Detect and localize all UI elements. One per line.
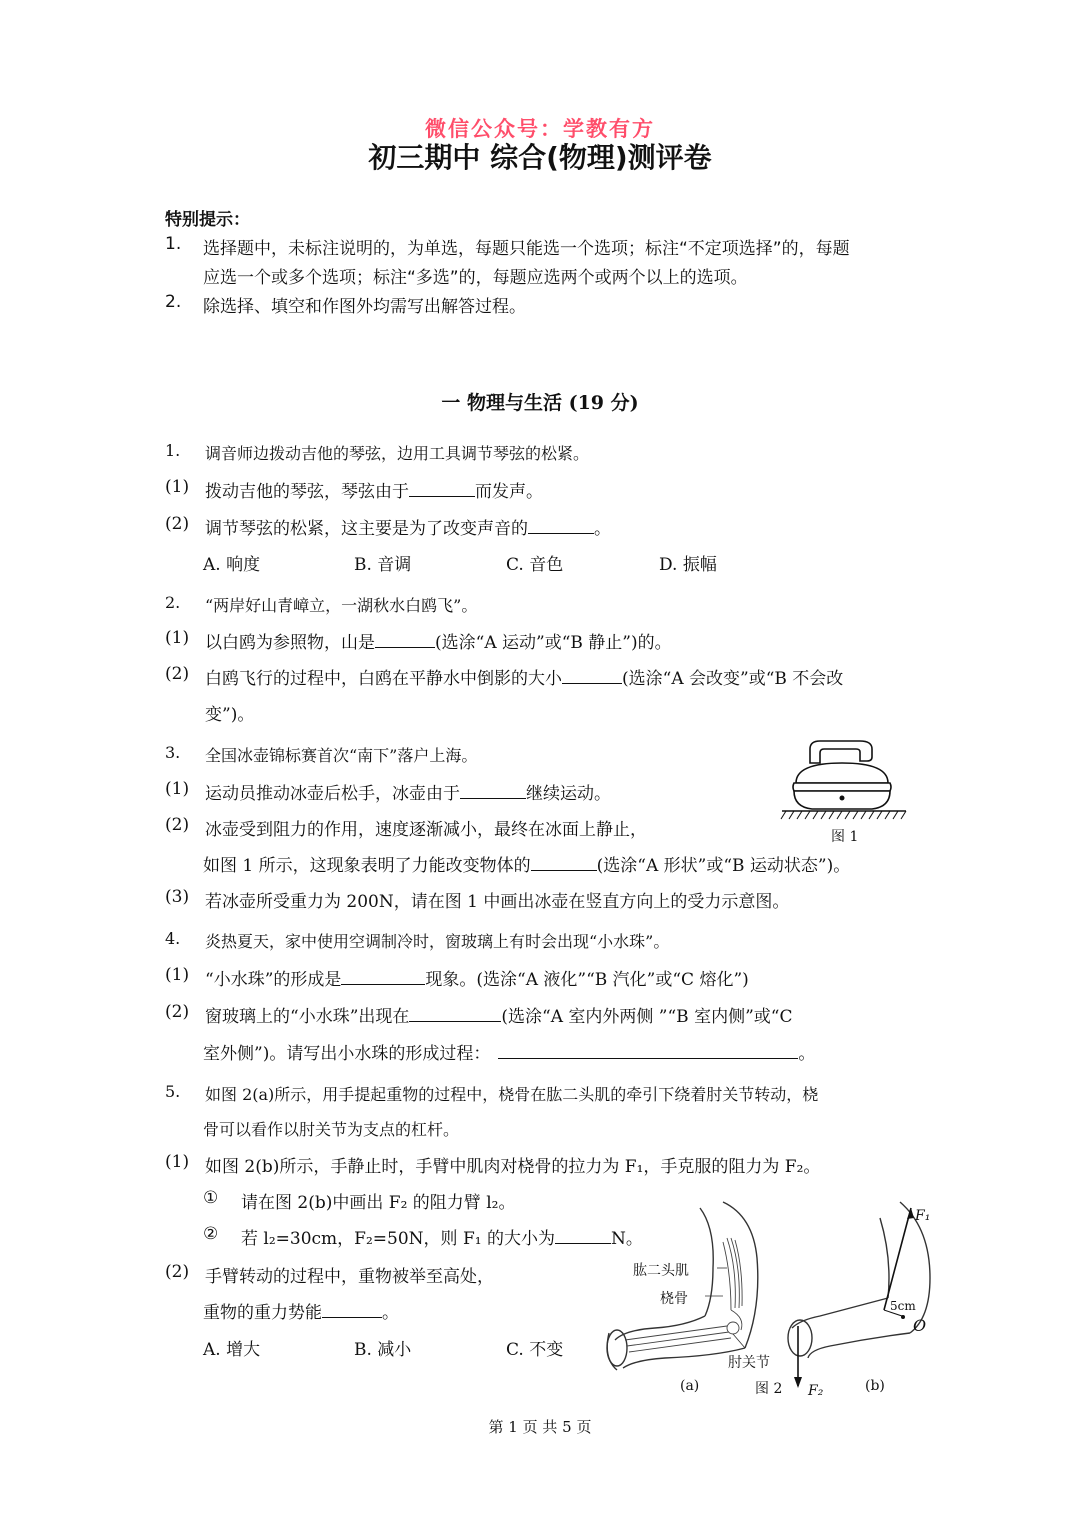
q5-sub2-tail: N。 [610,1229,643,1249]
label-radius: 桡骨 [660,1291,688,1307]
answer-blank[interactable] [409,1004,501,1022]
q3-part1-number: (1) [165,779,190,799]
q5-stem-line2: 骨可以看作以肘关节为支点的杠杆。 [203,1120,460,1139]
answer-blank[interactable] [409,479,475,497]
q3-part3-number: (3) [165,887,190,907]
answer-blank[interactable] [531,853,597,871]
q3-part2-tail: (选涂“A 形状”或“B 运动状态”)。 [596,856,851,876]
q3-part2-line1: 冰壶受到阻力的作用，速度逐渐减小，最终在冰面上静止， [205,820,647,840]
tip-1-number: 1. [165,234,182,254]
answer-blank[interactable] [322,1300,382,1318]
q5-sub1-number: ① [203,1188,219,1208]
q5-sub2 [241,1224,643,1249]
q5-part1-number: (1) [165,1152,190,1172]
q2-part2 [205,664,843,689]
label-subfig-b: (b) [865,1378,885,1394]
tips-heading: 特别提示： [165,210,250,230]
answer-blank[interactable] [375,630,435,648]
q2-part1-text: 以白鸥为参照物，山是 [205,633,375,653]
answer-blank[interactable] [528,516,594,534]
q5-sub1: 请在图 2(b)中画出 F₂ 的阻力臂 l₂。 [241,1193,516,1213]
answer-blank[interactable] [498,1041,798,1059]
q3-part2-text: 如图 1 所示，这现象表明了力能改变物体的 [203,856,531,876]
q1-part1-tail: 而发声。 [475,482,543,502]
q5-part2-text: 重物的重力势能 [203,1303,322,1323]
q1-stem: 调音师边拨动吉他的琴弦，边用工具调节琴弦的松紧。 [205,444,590,463]
q5-number: 5. [165,1082,181,1101]
tip-2-line1: 除选择、填空和作图外均需写出解答过程。 [203,297,526,317]
q3-part2-number: (2) [165,815,190,835]
q4-stem: 炎热夏天，家中使用空调制冷时，窗玻璃上有时会出现“小水珠”。 [205,932,670,951]
answer-blank[interactable] [341,967,425,985]
q5-part1: 如图 2(b)所示，手静止时，手臂中肌肉对桡骨的拉力为 F₁，手克服的阻力为 F₂。 [205,1157,821,1177]
label-biceps: 肱二头肌 [633,1263,689,1279]
q3-part2-line2 [203,851,850,876]
q2-number: 2. [165,593,181,612]
page-title: 初三期中 综合(物理)测评卷 [368,141,712,174]
label-elbow: 肘关节 [728,1355,770,1371]
q2-part1-number: (1) [165,628,190,648]
q2-part2-continued: 变”)。 [205,705,255,725]
tip-2-number: 2. [165,292,182,312]
q3-stem: 全国冰壶锦标赛首次“南下”落户上海。 [205,746,478,765]
q4-part1-text: “小水珠”的形成是 [205,970,342,990]
q1-part2 [205,514,611,539]
answer-blank[interactable] [460,781,526,799]
q4-number: 4. [165,929,181,948]
figure-2-caption: 图 2 [755,1381,783,1397]
q4-part2 [205,1002,792,1027]
curling-stone-figure [780,735,910,825]
q5-part2-line1: 手臂转动的过程中，重物被举至高处， [205,1267,494,1287]
figure-1-caption: 图 1 [831,829,859,845]
q4-part2-cont-text: 室外侧”)。请写出小水珠的形成过程： [203,1044,491,1064]
q1-part2-tail: 。 [594,519,611,539]
q5-sub2-number: ② [203,1224,219,1244]
q1-part2-text: 调节琴弦的松紧，这主要是为了改变声音的 [205,519,528,539]
tip-1-line1: 选择题中，未标注说明的，为单选，每题只能选一个选项；标注“不定项选择”的，每题 [203,239,850,259]
q2-part2-number: (2) [165,664,190,684]
q3-part1 [205,779,611,804]
q1-part2-number: (2) [165,514,190,534]
arm-anatomy-figure [605,1198,785,1373]
q4-part2-tail: (选涂“A 室内外两侧 ”“B 室内侧”或“C [501,1007,793,1027]
watermark: 微信公众号：学教有方 [425,117,655,141]
q1-part1-text: 拨动吉他的琴弦，琴弦由于 [205,482,409,502]
q1-part1 [205,477,543,502]
q5-part2-number: (2) [165,1262,190,1282]
q4-part2-text: 窗玻璃上的“小水珠”出现在 [205,1007,410,1027]
label-O: O [913,1316,927,1335]
answer-blank[interactable] [562,666,622,684]
label-5cm: 5cm [890,1299,916,1313]
q5-part2-line2 [203,1298,399,1323]
q4-part1-tail: 现象。(选涂“A 液化”“B 汽化”或“C 熔化”) [425,970,749,990]
q1-number: 1. [165,441,181,460]
q1-option-a[interactable]: A. 响度 [203,555,261,575]
q3-part3: 若冰壶所受重力为 200N，请在图 1 中画出冰壶在竖直方向上的受力示意图。 [205,892,790,912]
q4-part1-number: (1) [165,965,190,985]
q3-part1-tail: 继续运动。 [526,784,611,804]
q5-stem-line1: 如图 2(a)所示，用手提起重物的过程中，桡骨在肱二头肌的牵引下绕着肘关节转动，桡 [205,1085,819,1104]
q2-part1 [205,628,672,653]
q1-option-c[interactable]: C. 音色 [506,555,564,575]
arm-force-figure [780,1198,940,1393]
section-heading: 一 物理与生活 (19 分) [441,392,639,414]
q4-part2-cont-tail: 。 [798,1044,816,1064]
q5-option-b[interactable]: B. 减小 [354,1340,412,1360]
page-footer: 第 1 页 共 5 页 [488,1418,592,1436]
q5-sub2-text: 若 l₂=30cm，F₂=50N，则 F₁ 的大小为 [241,1229,555,1249]
label-F2: F₂ [808,1383,824,1399]
q4-part2-number: (2) [165,1002,190,1022]
q5-option-a[interactable]: A. 增大 [203,1340,261,1360]
q2-part2-tail: (选涂“A 会改变”或“B 不会改 [622,669,844,689]
q5-option-c[interactable]: C. 不变 [506,1340,564,1360]
tip-1-line2: 应选一个或多个选项；标注“多选”的，每题应选两个或两个以上的选项。 [203,268,748,288]
q3-number: 3. [165,743,181,762]
q2-part1-tail: (选涂“A 运动”或“B 静止”)的。 [435,633,672,653]
q1-option-b[interactable]: B. 音调 [354,555,412,575]
q4-part2-line2 [203,1039,815,1064]
q1-part1-number: (1) [165,477,190,497]
q2-stem: “两岸好山青嶂立，一湖秋水白鸥飞”。 [205,596,478,615]
q3-part1-text: 运动员推动冰壶后松手，冰壶由于 [205,784,460,804]
label-F1: F₁ [915,1208,931,1224]
answer-blank[interactable] [555,1226,611,1244]
q1-option-d[interactable]: D. 振幅 [659,555,717,575]
label-subfig-a: (a) [680,1378,700,1394]
q4-part1 [205,965,749,990]
q2-part2-text: 白鸥飞行的过程中，白鸥在平静水中倒影的大小 [205,669,562,689]
q5-part2-tail: 。 [382,1303,399,1323]
